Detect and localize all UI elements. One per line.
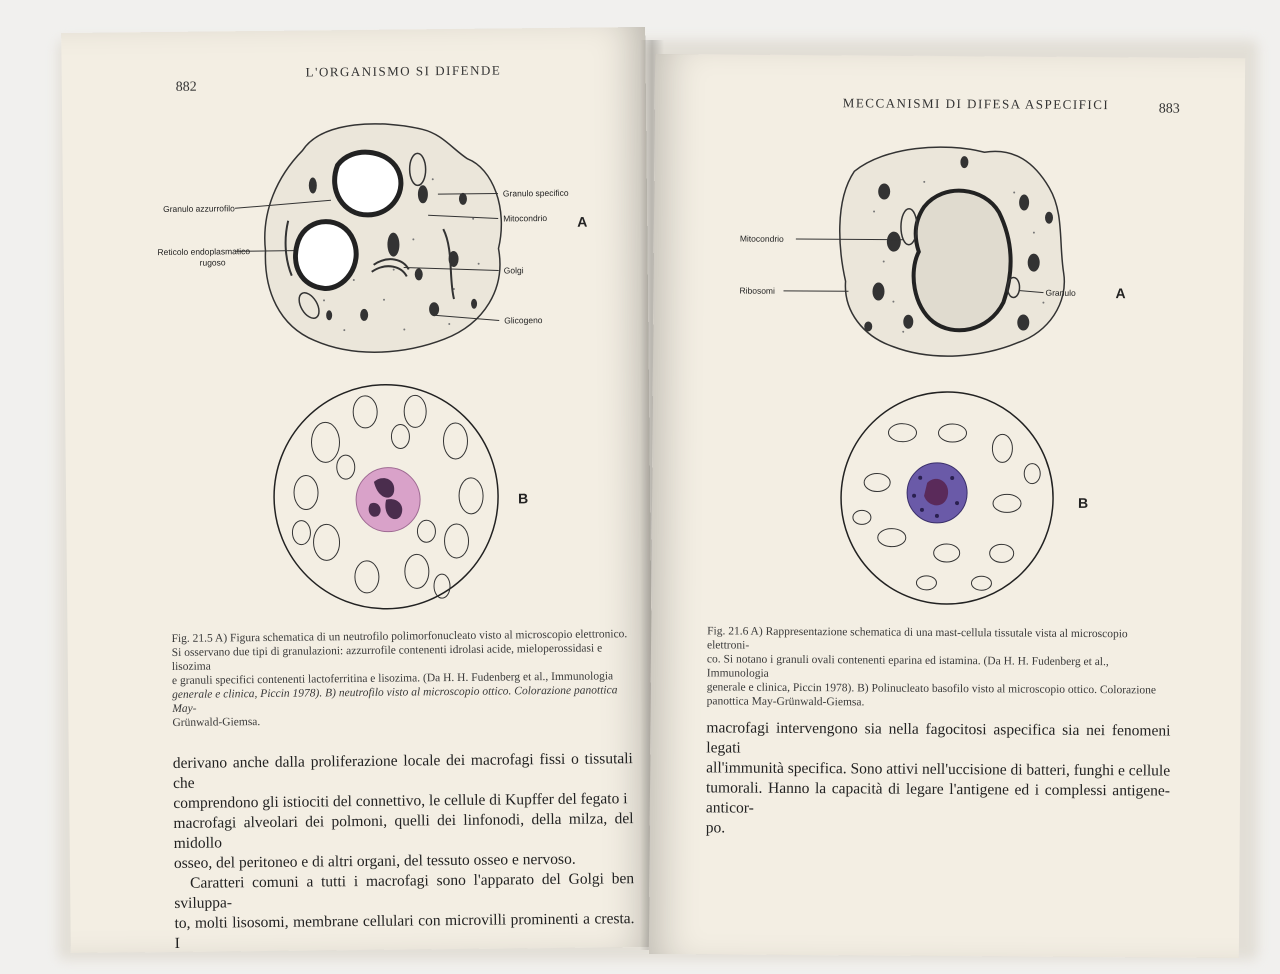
right-figure-caption [707,624,1172,711]
left-body-line: osseo, del peritoneo e di altri organi, del tessuto osseo e nervoso. [173,850,576,872]
label-granulo: Granulo [1045,287,1076,298]
left-body-text [173,749,635,954]
left-figure-b-letter: B [518,490,529,507]
left-page [61,27,655,953]
left-page-number: 882 [175,79,197,95]
right-caption-line: panottica May-Grünwald-Giemsa. [706,695,865,709]
right-body-line: tumorali. Hanno la capacità di legare l'antigene ed i complessi antigene-anticor- [705,779,1171,817]
right-body-line: all'immunità specifica. Sono attivi nell'uccisione di batteri, funghi e cellule [706,759,1171,780]
left-caption-line: e granuli specifici contenenti lactoferritina e lisozima. (Da H. H. Fudenberg et al., Immunologia [171,670,614,687]
neutrophil-em-illustration [152,87,625,372]
right-body-text [706,718,1171,841]
label-mitocondrio-right: Mitocondrio [739,233,784,244]
right-figure-b-letter: B [1077,494,1089,511]
label-rugoso: rugoso [199,257,226,268]
left-figure-a-letter: A [577,213,588,230]
right-page-number: 883 [1158,101,1180,117]
label-glicogeno: Glicogeno [504,315,543,326]
label-granulo-specifico: Granulo specifico [502,187,569,199]
label-mitocondrio: Mitocondrio [503,213,548,224]
right-caption-line: Fig. 21.6 A) Rappresentazione schematica di una mast-cellula tissutale vista al microscopio elettroni- [706,625,1128,652]
left-figure-caption [171,627,628,730]
right-caption-line: co. Si notano i granuli ovali contenenti eparina ed istamina. (Da H. H. Fudenberg et al., Immunologia [706,653,1109,680]
right-page [649,54,1245,958]
label-reticolo: Reticolo endoplasmatico [157,246,251,258]
left-caption-line: Fig. 21.5 A) Figura schematica di un neutrofilo polimorfonucleato visto al microscopio elettronico. [171,628,628,645]
right-figure-a-letter: A [1115,285,1126,302]
right-running-header: MECCANISMI DI DIFESA ASPECIFICI [842,95,1110,113]
left-body-line: Caratteri comuni a tutti i macrofagi sono l'apparato del Golgi ben sviluppa- [174,870,635,912]
mast-cell-em-illustration [733,131,1155,364]
basophil-optical-illustration [831,387,1063,609]
left-body-line: to, molti lisosomi, membrane cellulari con microvilli prominenti a cresta. I [174,910,635,952]
left-caption-line: generale e clinica, Piccin 1978). B) neutrofilo visto al microscopio ottico. Colorazione panottica May- [172,684,618,715]
left-body-line: comprendono gli istiociti del connettivo, le cellule di Kupffer del fegato i [173,790,628,812]
label-granulo-azzurrofilo: Granulo azzurrofilo [162,203,235,215]
label-golgi: Golgi [503,265,524,276]
left-caption-line: Grünwald-Giemsa. [172,716,261,729]
left-caption-line: Si osservano due tipi di granulazioni: azzurrofile contenenti idrolasi acide, mieloperossidasi e lisozima [171,642,603,673]
right-caption-line: generale e clinica, Piccin 1978). B) Polinucleato basofilo visto al microscopio ottico. Colorazione [706,681,1157,697]
left-body-line: derivano anche dalla proliferazione locale dei macrofagi fissi o tissutali che [172,750,633,792]
left-body-line: macrofagi alveolari dei polmoni, quelli dei linfonodi, della milza, del midollo [173,810,634,852]
label-ribosomi: Ribosomi [739,285,775,296]
right-body-line: macrofagi intervengono sia nella fagocitosi aspecifica sia nei fenomeni legati [706,719,1171,757]
left-running-header: L'ORGANISMO SI DIFENDE [305,62,502,80]
right-body-line: po. [705,819,726,837]
neutrophil-optical-illustration [265,380,507,613]
